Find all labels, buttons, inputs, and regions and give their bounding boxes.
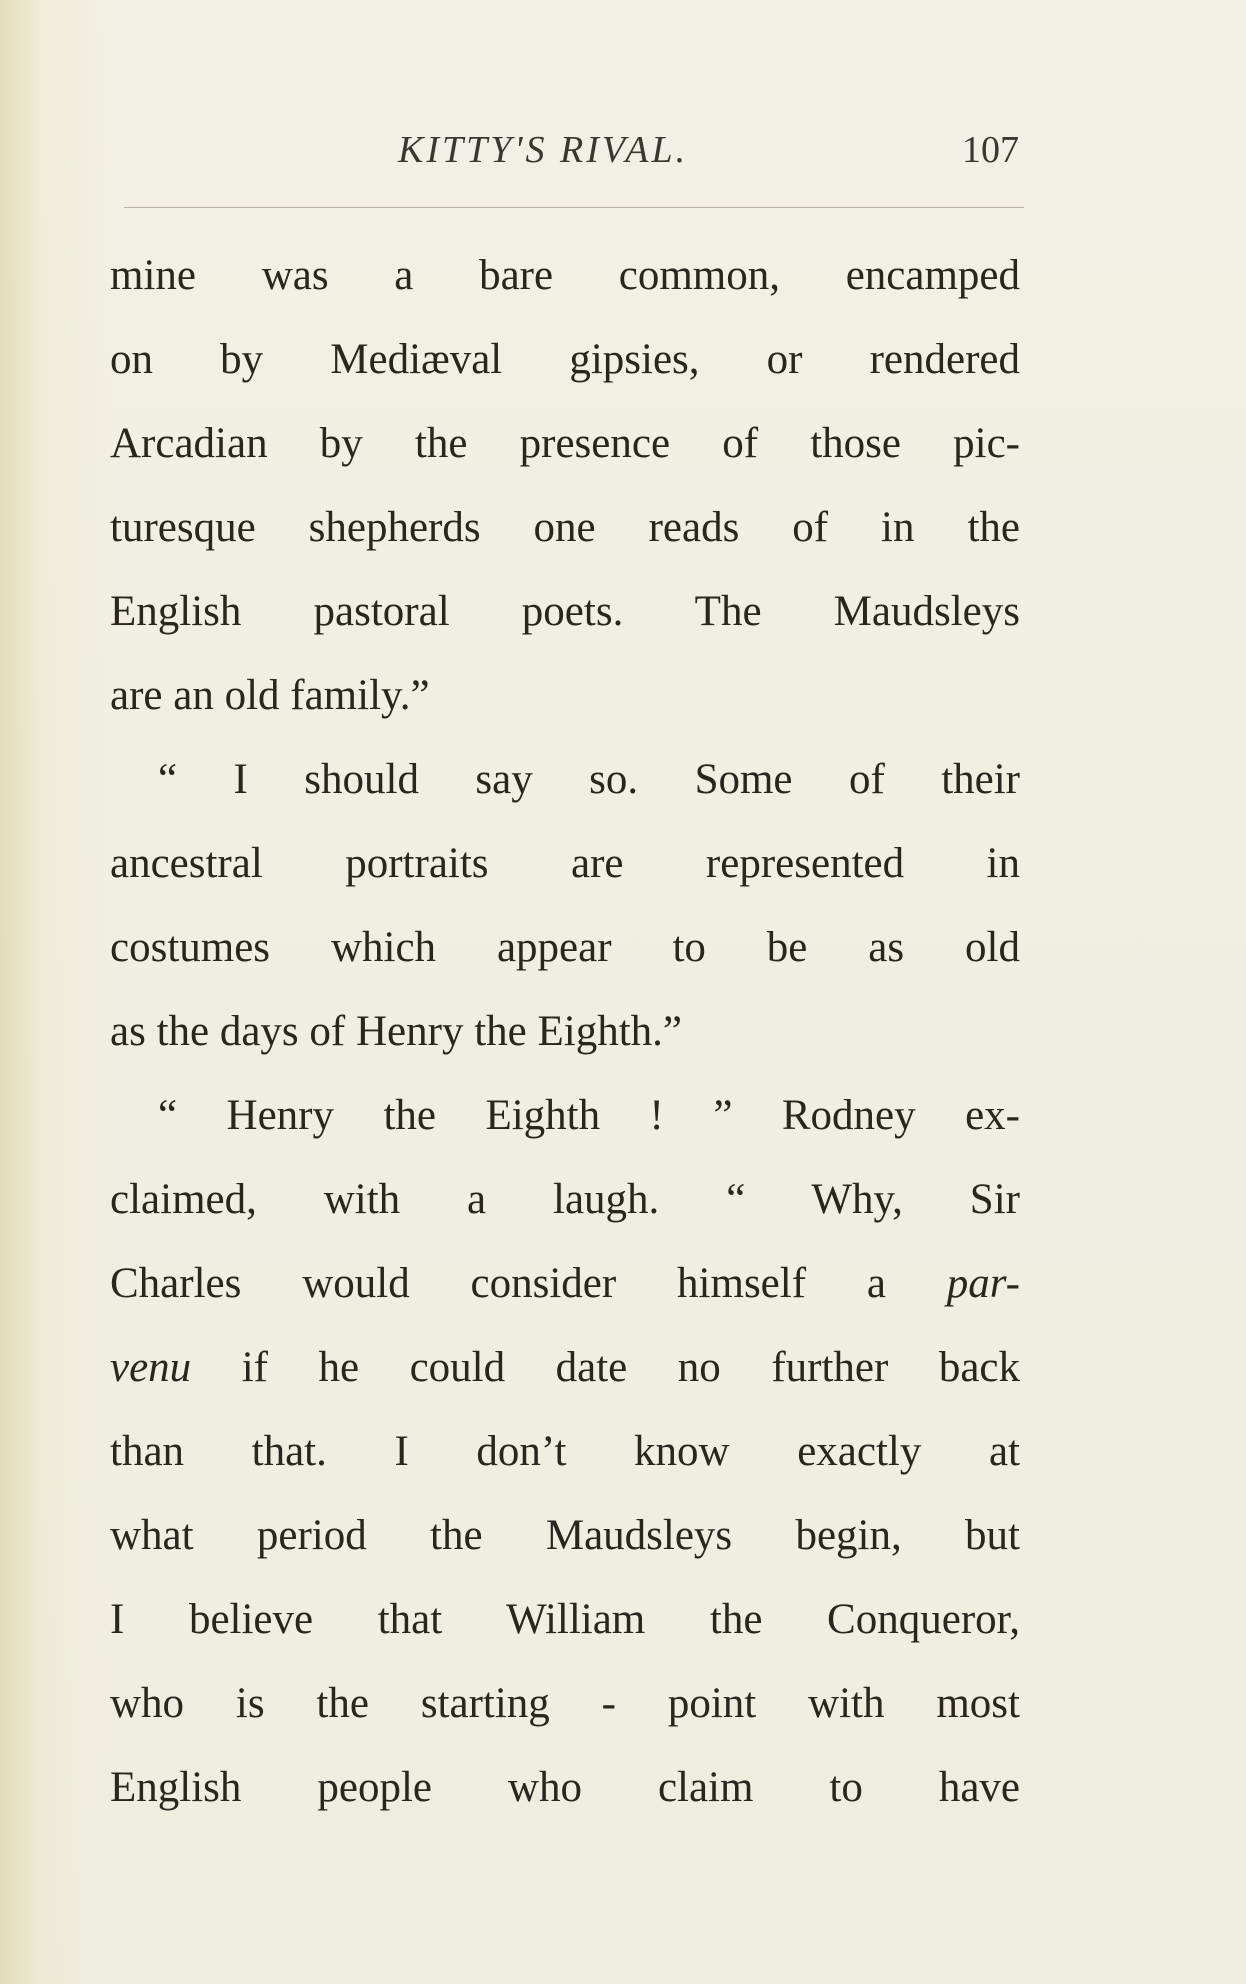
text-line: I believe that William the Conqueror, [110, 1596, 1020, 1643]
text-line: than that. I don’t know exactly at [110, 1428, 1020, 1475]
text-line: mine was a bare common, encamped [110, 252, 1020, 299]
text-line: “ Henry the Eighth ! ” Rodney ex- [158, 1092, 1020, 1139]
text-line: what period the Maudsleys begin, but [110, 1512, 1020, 1559]
text-segment: Charles would consider himself a [110, 1260, 886, 1307]
italic-word: venu [110, 1344, 192, 1391]
text-line [110, 1254, 1020, 1338]
text-line: costumes which appear to be as old [110, 924, 1020, 971]
text-line: English people who claim to have [110, 1764, 1020, 1811]
text-line: ancestral portraits are represented in [110, 840, 1020, 887]
text-line: who is the starting - point with most [110, 1680, 1020, 1727]
text-line: are an old family.” [110, 672, 430, 719]
text-line [110, 1338, 1020, 1422]
text-segment: if he could date no further back [241, 1344, 1020, 1391]
body-text [110, 246, 1020, 1842]
text-line: “ I should say so. Some of their [158, 756, 1020, 803]
text-line: claimed, with a laugh. “ Why, Sir [110, 1176, 1020, 1223]
running-title: KITTY'S RIVAL. [398, 129, 689, 171]
text-line: on by Mediæval gipsies, or rendered [110, 336, 1020, 383]
text-line: turesque shepherds one reads of in the [110, 504, 1020, 551]
page-number: 107 [962, 129, 1019, 171]
header-rule [124, 207, 1024, 208]
italic-word: par- [946, 1260, 1020, 1307]
text-line: as the days of Henry the Eighth.” [110, 1008, 682, 1055]
text-line: Arcadian by the presence of those pic- [110, 420, 1020, 467]
running-head [0, 128, 1246, 178]
text-line: English pastoral poets. The Maudsleys [110, 588, 1020, 635]
